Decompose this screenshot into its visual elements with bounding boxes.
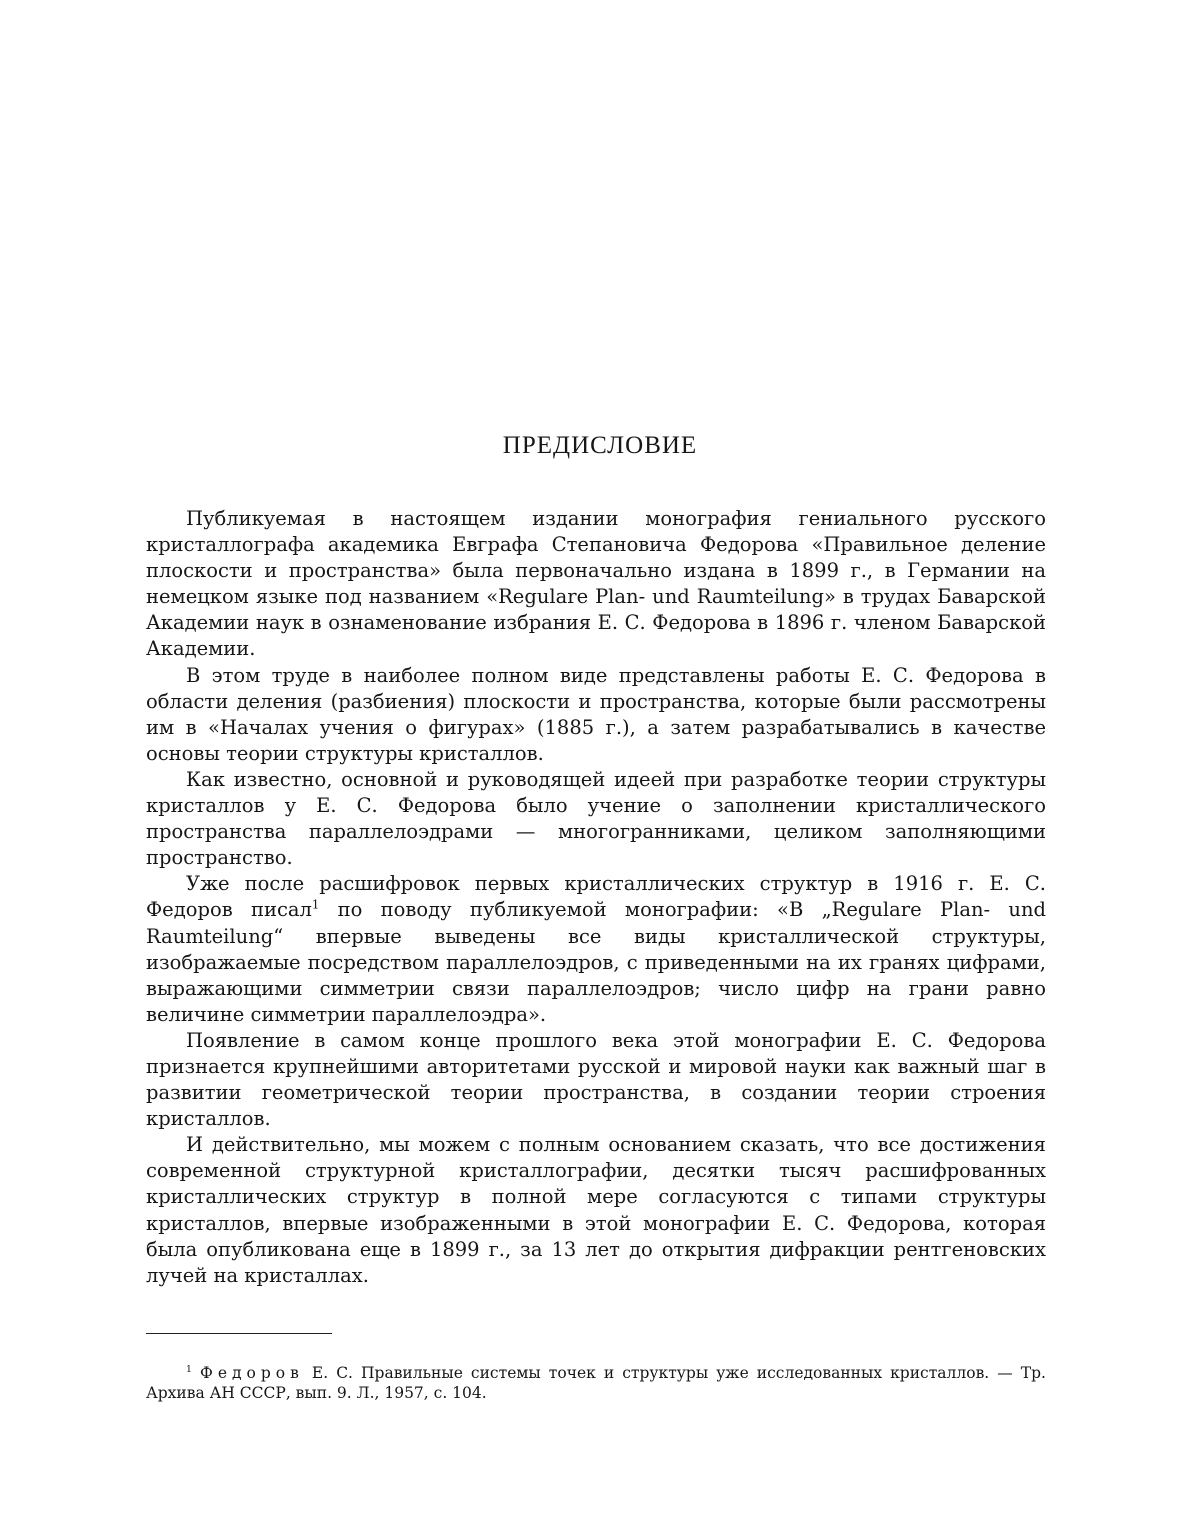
paragraph-1: Публикуемая в настоящем издании монография гениального русского кристаллографа академика Евграфа Степановича Федорова «Правильное деление плоскости и пространства» была первоначально издана в 1899 г., в Германии на немецком языке под названием «Regulare Plan- und Raumteilung» в трудах Баварской Академии наук в ознаменование избрания Е. С. Федорова в 1896 г. членом Баварской Академии.: [146, 507, 1046, 661]
footnote-marker: 1: [186, 1363, 192, 1375]
footnote-reference: 1: [311, 897, 320, 912]
paragraph-6: И действительно, мы можем с полным основанием сказать, что все достижения современной структурной кристаллографии, десятки тысяч расшифрованных кристаллических структур в полной мере согласуются с типами структуры кристаллов, впервые изображенными в этой монографии Е. С. Федорова, которая была опубликована еще в 1899 г., за 13 лет до открытия дифракции рентгеновских лучей на кристаллах.: [146, 1133, 1046, 1287]
paragraph-2: В этом труде в наиболее полном виде представлены работы Е. С. Федорова в области деления (разбиения) плоскости и пространства, которые были рассмотрены им в «Началах учения о фигурах» (1885 г.), а затем разрабатывались в качестве основы теории структуры кристаллов.: [146, 663, 1046, 765]
paragraph-4: [146, 871, 1046, 1028]
footnote-text: Правильные системы точек и структуры уже исследованных кристаллов. — Тр. Архива АН СССР, вып. 9. Л., 1957, с. 104.: [146, 1364, 1046, 1402]
paragraph-4-text-after-ref: по поводу публикуемой монографии: «В „Regulare Plan- und Raumteilung“ впервые выведены все виды кристаллической структуры, изображаемые посредством параллелоэдров, с приведенными на их гранях цифрами, выражающими симметрии связи параллелоэдров; число цифр на грани равно величине симметрии параллелоэдра».: [146, 898, 1046, 1026]
footnote-initials: Е. С.: [303, 1364, 353, 1382]
page-title: ПРЕДИСЛОВИЕ: [502, 432, 698, 459]
paragraph-4-text-before-ref: Уже после расшифровок первых кристаллических структур в 1916 г. Е. С. Федоров писал: [146, 872, 1046, 922]
paragraph-3: Как известно, основной и руководящей идеей при разработке теории структуры кристаллов у Е. С. Федорова было учение о заполнении кристаллического пространства параллелоэдрами — многогранниками, целиком заполняющими пространство.: [146, 767, 1046, 870]
footnote-author: Федоров: [199, 1364, 304, 1382]
footnote-divider: [146, 1333, 332, 1334]
paragraph-5: Появление в самом конце прошлого века этой монографии Е. С. Федорова признается крупнейшими авторитетами русской и мировой науки как важный шаг в развитии геометрической теории пространства, в создании теории строения кристаллов.: [146, 1028, 1046, 1131]
footnote: [146, 1363, 1046, 1403]
preface-body: [146, 506, 1046, 1289]
